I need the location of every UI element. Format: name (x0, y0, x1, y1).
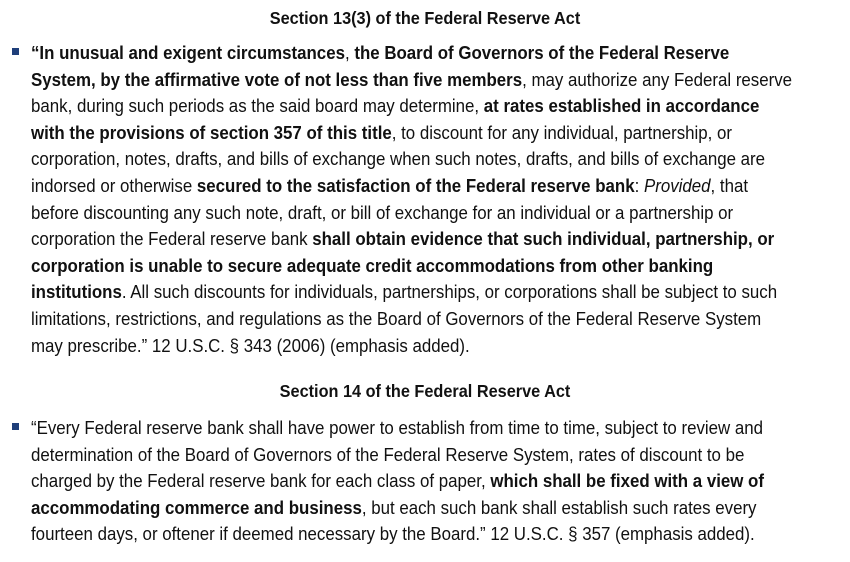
emphasis-text: which shall be fixed with a view of (490, 470, 764, 492)
quote-line (31, 495, 798, 522)
emphasis-text: secured to the satisfaction of the Federal reserve bank (196, 174, 635, 196)
quote-line (31, 333, 798, 360)
emphasis-text: the Board of Governors of the Federal Reserve (354, 42, 730, 63)
quote-text-run: before discounting any such note, draft, or bill of exchange for an individual or a partnership or (31, 201, 734, 223)
quote-line (31, 120, 798, 147)
quote-line (31, 226, 798, 253)
quote-line (31, 67, 798, 94)
emphasis-text: with the provisions of section 357 of this title (31, 121, 392, 143)
quote-line (31, 173, 798, 200)
quote-line (31, 40, 798, 67)
emphasis-text: corporation is unable to secure adequate credit accommodations from other banking (31, 254, 714, 276)
square-bullet-icon (12, 423, 19, 430)
quote-text-run: corporation the Federal reserve bank (31, 228, 313, 250)
quote-text-run: , (344, 42, 355, 63)
quote-text-run: limitations, restrictions, and regulations as the Board of Governors of the Federal Reserve System (31, 307, 762, 329)
quote-line (31, 415, 798, 442)
quote-line (31, 306, 798, 333)
square-bullet-icon (12, 48, 19, 55)
emphasis-text: “In unusual and exigent circumstances (31, 42, 345, 63)
quote-line (31, 93, 798, 120)
quote-line (31, 468, 798, 495)
italic-text: Provided (643, 174, 711, 196)
emphasis-text: at rates established in accordance (483, 95, 760, 117)
quote-text-run: . All such discounts for individuals, partnerships, or corporations shall be subject to such (121, 281, 778, 303)
quote-line (31, 200, 798, 227)
emphasis-text: shall obtain evidence that such individual, partnership, or (312, 228, 775, 250)
quote-text-run: fourteen days, or oftener if deemed necessary by the Board.” 12 U.S.C. § 357 (emphasis added). (31, 523, 755, 545)
emphasis-text: System, by the affirmative vote of not less than five members (31, 68, 523, 90)
emphasis-text: institutions (31, 281, 122, 303)
quote-line (31, 253, 798, 280)
quote-text-run: bank, during such periods as the said board may determine, (31, 95, 484, 117)
quote-text-run: , but each such bank shall establish such rates every (361, 496, 757, 518)
quote-text-run: : (634, 174, 644, 196)
quote-line (31, 146, 798, 173)
section-13-3-title: Section 13(3) of the Federal Reserve Act (269, 8, 581, 28)
quote-text-run: , that (710, 174, 749, 196)
section-13-3-quote-text (31, 40, 798, 359)
quote-text-run: determination of the Board of Governors of the Federal Reserve System, rates of discount to be (31, 443, 745, 465)
section-14-title: Section 14 of the Federal Reserve Act (279, 381, 571, 401)
quote-text-run: “Every Federal reserve bank shall have power to establish from time to time, subject to review and (31, 417, 764, 438)
quote-text-run: , to discount for any individual, partnership, or (391, 121, 733, 143)
quote-text-run: may prescribe.” 12 U.S.C. § 343 (2006) (emphasis added). (31, 334, 470, 356)
quote-line (31, 442, 798, 469)
quote-line (31, 521, 798, 548)
quote-line (31, 279, 798, 306)
quote-text-run: charged by the Federal reserve bank for each class of paper, (31, 470, 491, 492)
quote-text-run: corporation, notes, drafts, and bills of exchange when such notes, drafts, and bills of exchange are (31, 148, 766, 170)
section-14-quote-text (31, 415, 798, 548)
quote-text-run: , may authorize any Federal reserve (522, 68, 793, 90)
emphasis-text: accommodating commerce and business (31, 496, 362, 518)
quote-text-run: indorsed or otherwise (31, 174, 197, 196)
